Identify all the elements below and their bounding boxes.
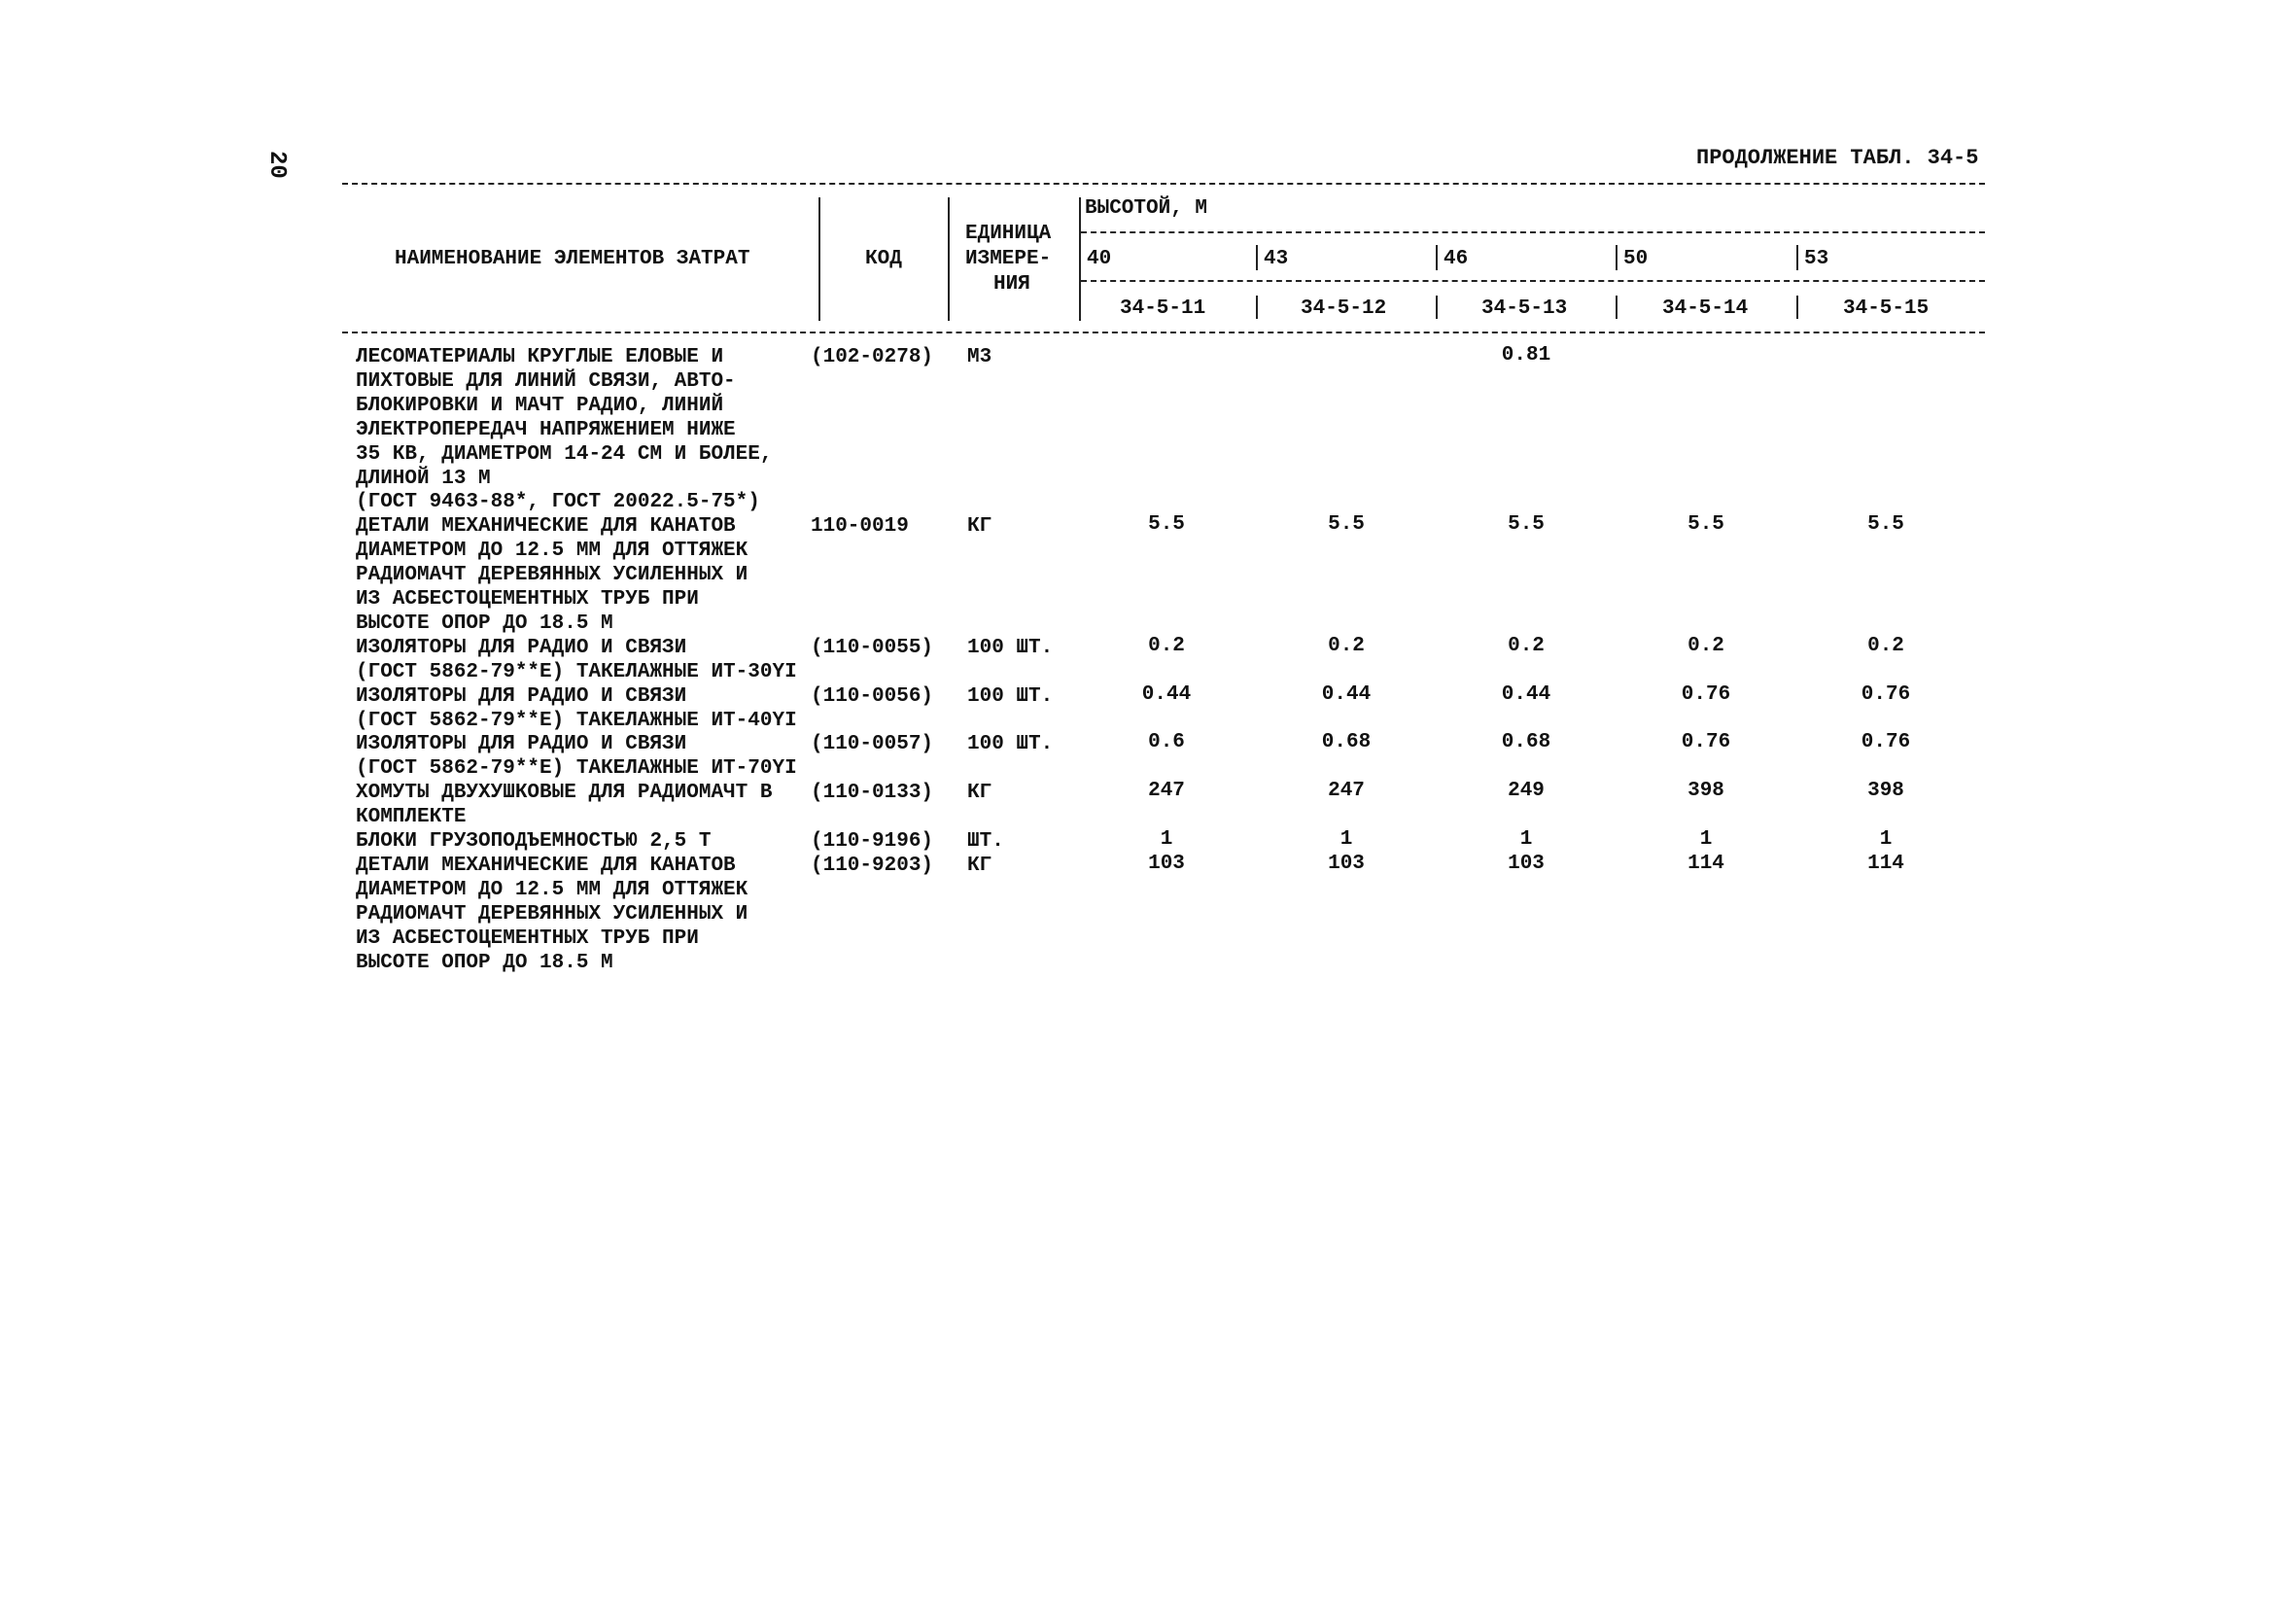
row-code: (110-9203) <box>811 854 934 877</box>
row-name-line: ИЗОЛЯТОРЫ ДЛЯ РАДИО И СВЯЗИ <box>356 733 687 756</box>
row-value: 0.76 <box>1861 731 1911 754</box>
row-value: 0.2 <box>1867 634 1904 657</box>
row-name-line: РАДИОМАЧТ ДЕРЕВЯННЫХ УСИЛЕННЫХ И <box>356 564 748 587</box>
header-code-34-5-12: 34-5-12 <box>1301 297 1387 320</box>
header-separator-name-code <box>818 197 820 321</box>
header-unit-col-1: ЕДИНИЦА <box>965 223 1052 245</box>
header-top-rule <box>342 183 1985 185</box>
row-unit: 100 ШТ. <box>967 684 1054 708</box>
row-name-line: ИЗОЛЯТОРЫ ДЛЯ РАДИО И СВЯЗИ <box>356 636 687 659</box>
header-bottom-rule <box>342 332 1985 333</box>
row-name-line: РАДИОМАЧТ ДЕРЕВЯННЫХ УСИЛЕННЫХ И <box>356 902 748 926</box>
row-name-line: ДИАМЕТРОМ ДО 12.5 ММ ДЛЯ ОТТЯЖЕК <box>356 878 748 901</box>
header-mid-rule-2 <box>1081 280 1985 282</box>
header-separator-unit-values <box>1079 197 1081 321</box>
header-height-46: 46 <box>1444 248 1469 270</box>
row-value: 247 <box>1148 780 1185 803</box>
row-unit: КГ <box>967 782 992 805</box>
row-value: 247 <box>1328 780 1365 803</box>
row-value: 103 <box>1328 852 1365 875</box>
header-separator-h50 <box>1616 245 1618 270</box>
row-name-line: ВЫСОТЕ ОПОР ДО 18.5 М <box>356 951 613 974</box>
row-value: 0.76 <box>1861 682 1911 706</box>
row-name-line: ЛЕСОМАТЕРИАЛЫ КРУГЛЫЕ ЕЛОВЫЕ И <box>356 346 724 368</box>
row-value: 249 <box>1508 780 1545 803</box>
header-separator-c13 <box>1436 296 1438 319</box>
row-unit: М3 <box>967 346 992 368</box>
row-code: (110-0056) <box>811 684 934 708</box>
row-value: 0.44 <box>1501 682 1551 706</box>
row-name-line: ПИХТОВЫЕ ДЛЯ ЛИНИЙ СВЯЗИ, АВТО- <box>356 369 736 393</box>
header-group-title: ВЫСОТОЙ, М <box>1085 197 1208 220</box>
header-height-40: 40 <box>1087 248 1112 270</box>
row-name-line: ЭЛЕКТРОПЕРЕДАЧ НАПРЯЖЕНИЕМ НИЖЕ <box>356 418 736 441</box>
header-code-34-5-11: 34-5-11 <box>1120 297 1206 320</box>
row-value: 103 <box>1508 852 1545 875</box>
row-value: 0.68 <box>1321 731 1372 754</box>
row-name-line: (ГОСТ 5862-79**Е) ТАКЕЛАЖНЫЕ ИТ-70YI <box>356 757 797 781</box>
row-unit: 100 ШТ. <box>967 733 1054 756</box>
row-value: 1 <box>1339 828 1353 851</box>
header-code-34-5-13: 34-5-13 <box>1481 297 1568 320</box>
row-unit: КГ <box>967 854 992 877</box>
row-value: 0.44 <box>1321 682 1372 706</box>
row-value: 0.76 <box>1681 682 1731 706</box>
row-name-line: БЛОКИРОВКИ И МАЧТ РАДИО, ЛИНИЙ <box>356 394 724 417</box>
row-name-line: ДЛИНОЙ 13 М <box>356 467 491 490</box>
header-separator-c15 <box>1796 296 1798 319</box>
header-separator-h53 <box>1796 245 1798 270</box>
row-name-line: ДЕТАЛИ МЕХАНИЧЕСКИЕ ДЛЯ КАНАТОВ <box>356 515 736 539</box>
row-value: 5.5 <box>1508 513 1545 537</box>
row-name-line: 35 КВ, ДИАМЕТРОМ 14-24 СМ И БОЛЕЕ, <box>356 442 773 466</box>
row-name-line: ВЫСОТЕ ОПОР ДО 18.5 М <box>356 612 613 635</box>
row-name-line: ХОМУТЫ ДВУХУШКОВЫЕ ДЛЯ РАДИОМАЧТ В <box>356 782 773 805</box>
header-unit-col-3: НИЯ <box>993 273 1030 296</box>
row-value: 0.2 <box>1508 634 1545 657</box>
row-value: 1 <box>1160 828 1173 851</box>
row-value: 0.2 <box>1148 634 1185 657</box>
header-separator-c14 <box>1616 296 1618 319</box>
header-code-34-5-14: 34-5-14 <box>1662 297 1749 320</box>
table-caption: ПРОДОЛЖЕНИЕ ТАБЛ. 34-5 <box>1696 146 1979 170</box>
row-value: 5.5 <box>1687 513 1724 537</box>
page-number: 20 <box>263 151 290 179</box>
row-value: 1 <box>1519 828 1533 851</box>
row-value: 5.5 <box>1328 513 1365 537</box>
row-name-line: ДЕТАЛИ МЕХАНИЧЕСКИЕ ДЛЯ КАНАТОВ <box>356 854 736 877</box>
row-unit: ШТ. <box>967 830 1004 853</box>
header-separator-h46 <box>1436 245 1438 270</box>
row-value: 0.81 <box>1501 344 1551 367</box>
row-value: 5.5 <box>1148 513 1185 537</box>
row-name-line: ДИАМЕТРОМ ДО 12.5 ММ ДЛЯ ОТТЯЖЕК <box>356 540 748 563</box>
row-code: 110-0019 <box>811 515 909 539</box>
row-code: (102-0278) <box>811 346 934 368</box>
row-value: 0.6 <box>1148 731 1185 754</box>
header-name-col: НАИМЕНОВАНИЕ ЭЛЕМЕНТОВ ЗАТРАТ <box>395 248 750 270</box>
row-name-line: КОМПЛЕКТЕ <box>356 806 467 829</box>
row-value: 114 <box>1687 852 1724 875</box>
row-name-line: (ГОСТ 9463-88*, ГОСТ 20022.5-75*) <box>356 491 760 514</box>
header-separator-code-unit <box>948 197 950 321</box>
row-code: (110-0055) <box>811 636 934 659</box>
row-value: 398 <box>1867 780 1904 803</box>
row-value: 398 <box>1687 780 1724 803</box>
row-code: (110-0133) <box>811 782 934 805</box>
header-code-34-5-15: 34-5-15 <box>1843 297 1930 320</box>
header-height-43: 43 <box>1264 248 1289 270</box>
header-unit-col-2: ИЗМЕРЕ- <box>965 248 1052 270</box>
row-code: (110-9196) <box>811 830 934 853</box>
row-value: 0.2 <box>1328 634 1365 657</box>
row-value: 0.76 <box>1681 731 1731 754</box>
row-name-line: ИЗ АСБЕСТОЦЕМЕНТНЫХ ТРУБ ПРИ <box>356 926 699 950</box>
header-separator-h43 <box>1256 245 1258 270</box>
row-value: 1 <box>1699 828 1713 851</box>
row-unit: 100 ШТ. <box>967 636 1054 659</box>
row-value: 0.2 <box>1687 634 1724 657</box>
header-separator-c12 <box>1256 296 1258 319</box>
header-code-col: КОД <box>865 248 902 270</box>
row-name-line: ИЗОЛЯТОРЫ ДЛЯ РАДИО И СВЯЗИ <box>356 684 687 708</box>
row-value: 5.5 <box>1867 513 1904 537</box>
row-name-line: БЛОКИ ГРУЗОПОДЪЕМНОСТЬЮ 2,5 Т <box>356 830 712 853</box>
row-value: 0.68 <box>1501 731 1551 754</box>
header-height-50: 50 <box>1623 248 1649 270</box>
row-code: (110-0057) <box>811 733 934 756</box>
header-mid-rule-1 <box>1081 231 1985 233</box>
row-value: 103 <box>1148 852 1185 875</box>
row-value: 0.44 <box>1141 682 1192 706</box>
row-value: 1 <box>1879 828 1893 851</box>
row-value: 114 <box>1867 852 1904 875</box>
header-height-53: 53 <box>1804 248 1829 270</box>
row-name-line: ИЗ АСБЕСТОЦЕМЕНТНЫХ ТРУБ ПРИ <box>356 588 699 611</box>
row-unit: КГ <box>967 515 992 539</box>
row-name-line: (ГОСТ 5862-79**Е) ТАКЕЛАЖНЫЕ ИТ-30YI <box>356 660 797 683</box>
row-name-line: (ГОСТ 5862-79**Е) ТАКЕЛАЖНЫЕ ИТ-40YI <box>356 709 797 732</box>
